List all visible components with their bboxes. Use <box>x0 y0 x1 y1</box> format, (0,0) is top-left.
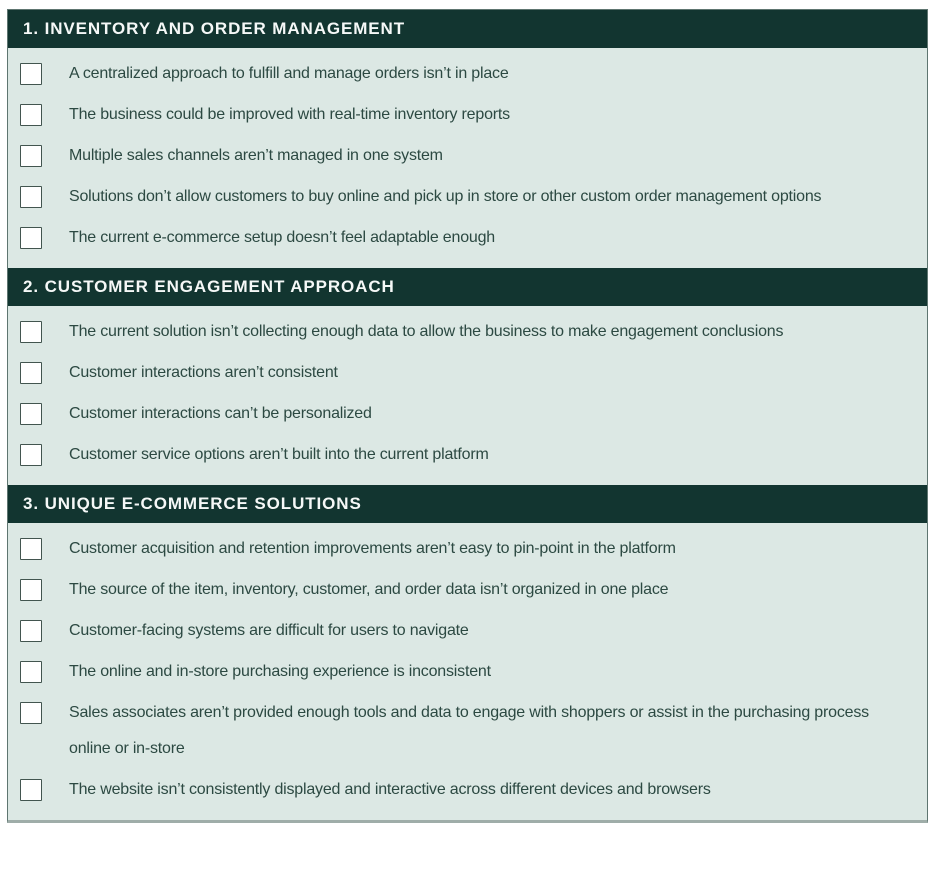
checklist-item <box>20 435 913 476</box>
checkbox[interactable] <box>20 63 42 85</box>
section-body <box>8 48 927 268</box>
checklist-item <box>20 611 913 652</box>
checklist-item-label: Customer-facing systems are difficult for users to navigate <box>69 622 469 639</box>
checklist-item-label: Customer interactions aren’t consistent <box>69 364 338 381</box>
checkbox[interactable] <box>20 702 42 724</box>
checkbox[interactable] <box>20 779 42 801</box>
checkbox[interactable] <box>20 444 42 466</box>
checklist-item-label: Customer interactions can’t be personalized <box>69 405 372 422</box>
checklist-item <box>20 177 913 218</box>
checklist-item-label: Customer acquisition and retention improvements aren’t easy to pin-point in the platform <box>69 540 676 557</box>
checklist-item <box>20 353 913 394</box>
section-header <box>8 10 927 48</box>
checklist-item-label: Multiple sales channels aren’t managed in one system <box>69 147 443 164</box>
checkbox[interactable] <box>20 145 42 167</box>
checklist-item <box>20 54 913 95</box>
checkbox[interactable] <box>20 403 42 425</box>
checklist-item-label: The website isn’t consistently displayed and interactive across different devices and browsers <box>69 781 711 798</box>
checklist-item-label: A centralized approach to fulfill and manage orders isn’t in place <box>69 65 509 82</box>
checklist-item <box>20 394 913 435</box>
checkbox[interactable] <box>20 321 42 343</box>
checklist-item <box>20 529 913 570</box>
section-body <box>8 523 927 820</box>
checklist-item-label: The current solution isn’t collecting enough data to allow the business to make engagement conclusions <box>69 323 784 340</box>
checkbox[interactable] <box>20 104 42 126</box>
checklist-section <box>8 268 927 485</box>
checklist-item <box>20 136 913 177</box>
checklist-item <box>20 218 913 259</box>
section-body <box>8 306 927 485</box>
checkbox[interactable] <box>20 227 42 249</box>
checkbox[interactable] <box>20 362 42 384</box>
checkbox[interactable] <box>20 538 42 560</box>
checkbox[interactable] <box>20 620 42 642</box>
section-title: 3. UNIQUE E-COMMERCE SOLUTIONS <box>23 494 362 513</box>
checklist-item-label: The business could be improved with real-time inventory reports <box>69 106 510 123</box>
checklist-item-label: The online and in-store purchasing experience is inconsistent <box>69 663 491 680</box>
checklist-item-label: The source of the item, inventory, customer, and order data isn’t organized in one place <box>69 581 669 598</box>
checklist-item <box>20 95 913 136</box>
checkbox[interactable] <box>20 579 42 601</box>
checklist-item-label: The current e-commerce setup doesn’t feel adaptable enough <box>69 229 496 246</box>
checklist-item-label: Solutions don’t allow customers to buy online and pick up in store or other custom order management options <box>69 188 822 205</box>
section-title: 2. CUSTOMER ENGAGEMENT APPROACH <box>23 277 395 296</box>
section-header <box>8 268 927 306</box>
checklist-item <box>20 770 913 811</box>
checklist-section <box>8 10 927 268</box>
checklist-section <box>8 485 927 820</box>
assessment-checklist <box>7 9 928 823</box>
section-title: 1. INVENTORY AND ORDER MANAGEMENT <box>23 19 406 38</box>
checklist-item-label: Sales associates aren’t provided enough tools and data to engage with shoppers or assist in the purchasing process online or in-store <box>69 704 869 757</box>
checklist-item-label: Customer service options aren’t built into the current platform <box>69 446 489 463</box>
checkbox[interactable] <box>20 661 42 683</box>
checklist-item <box>20 652 913 693</box>
checklist-item <box>20 312 913 353</box>
section-header <box>8 485 927 523</box>
checklist-item <box>20 693 913 770</box>
checkbox[interactable] <box>20 186 42 208</box>
checklist-item <box>20 570 913 611</box>
